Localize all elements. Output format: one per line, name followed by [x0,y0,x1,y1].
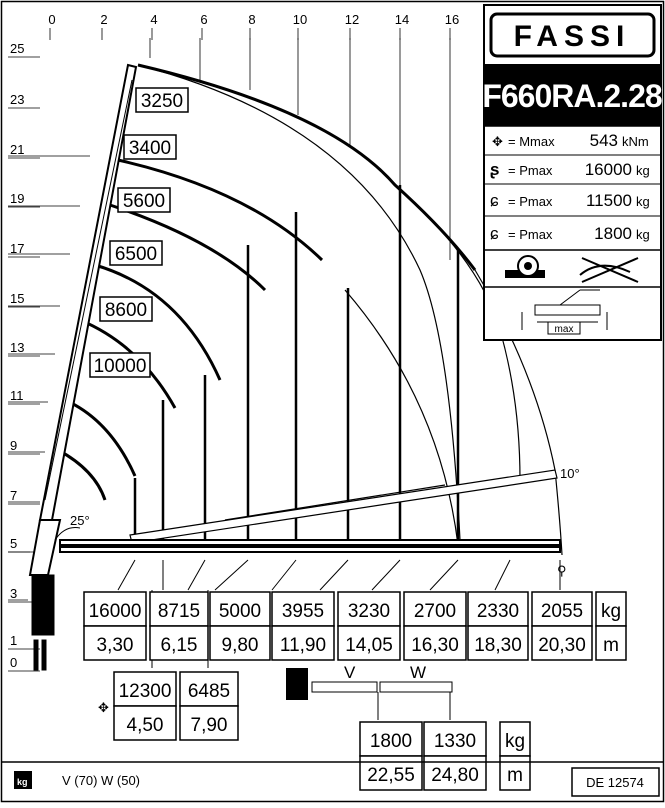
spec-label-3: = Pmax [508,194,553,209]
distance-value: 11,90 [279,635,327,656]
load-value: 2330 [476,601,520,622]
boom-load-4: 6500 [114,244,158,265]
y-tick-label: 15 [10,291,25,306]
x-tick-label: 0 [48,12,56,27]
x-tick-label: 2 [100,12,108,27]
extra-load-table [98,672,238,740]
moment-icon: ✥ [492,134,503,149]
y-tick-label: 3 [10,586,18,601]
extra-load-2: 6485 [187,681,231,702]
document-code: DE 12574 [586,775,644,790]
spec-unit-1: kNm [622,134,649,149]
jib-table [286,663,530,790]
spec-value-4: 1800 [594,224,632,243]
y-tick-label: 0 [10,655,18,670]
arc-lower-1 [65,400,135,476]
y-tick-label: 13 [10,340,25,355]
x-tick-label: 8 [248,12,256,27]
extra-load-1: 12300 [118,681,172,702]
jib-dist-w: 24,80 [431,765,479,786]
load-value: 2700 [413,601,457,622]
spec-value-3: 11500 [585,191,632,210]
x-tick-label: 4 [150,12,158,27]
horizontal-boom [60,540,560,552]
spec-value-2: 16000 [584,160,632,179]
y-tick-label: 21 [10,142,25,157]
boom-load-1: 3250 [140,91,184,112]
x-tick-label: 6 [200,12,208,27]
hook-icon: ʂ [490,160,500,179]
jib-unit-m: m [507,765,523,786]
y-tick-label: 11 [10,388,24,403]
distance-value: 18,30 [474,635,522,656]
jib-dist-v: 22,55 [367,765,415,786]
load-value: 3230 [347,601,391,622]
tip-hook-icon: ⚲ [557,563,567,578]
spec-label-1: = Mmax [508,134,555,149]
hook-w-icon: ɕ [490,224,499,243]
drop-lines [135,185,458,540]
x-tick-label: 14 [394,12,410,27]
arc-lower-2 [58,450,105,500]
spec-unit-2: kg [636,163,650,178]
load-value: 2055 [540,601,584,622]
jib-angle-label: 10° [560,466,580,481]
spec-unit-4: kg [636,227,650,242]
jib-mount-icon [286,668,308,700]
moment-marker-icon: ✥ [98,700,109,715]
jib-label-w: W [410,663,427,682]
load-value: 8715 [157,601,201,622]
arc-outer-1 [138,65,460,540]
jib-extension [130,470,557,543]
distance-value: 14,05 [345,635,393,656]
load-value: 3955 [281,601,325,622]
max-label: max [554,324,574,335]
brand-logo: FASSI [513,20,631,53]
y-axis-ticks [10,41,24,670]
distance-value: 9,80 [221,635,259,656]
unit-kg: kg [600,601,622,622]
boom-load-3: 5600 [122,191,166,212]
x-tick-label: 12 [344,12,360,27]
boom-load-5: 8600 [104,300,148,321]
y-tick-label: 17 [10,241,25,256]
boom-angle-label: 25° [70,513,90,528]
y-tick-label: 19 [10,191,25,206]
load-value: 16000 [88,601,142,622]
distance-value: 16,30 [411,635,459,656]
y-tick-label: 25 [10,41,25,56]
crane-base [32,575,54,670]
boom-load-2: 3400 [128,138,172,159]
spec-panel [482,5,662,340]
spec-label-4: = Pmax [508,227,553,242]
y-tick-label: 1 [10,633,18,648]
boom-load-6: 10000 [93,356,147,377]
jib-load-w: 1330 [433,731,477,752]
y-tick-label: 7 [10,488,18,503]
model-name: F660RA.2.28 [482,78,662,114]
jib-label-v: V [344,663,356,682]
spec-unit-3: kg [636,194,650,209]
unit-m: m [603,635,619,656]
jib-unit-kg: kg [504,731,526,752]
weight-icon-text: kg [17,777,28,787]
load-table [84,592,626,660]
spec-value-1: 543 [589,131,618,150]
x-axis-ticks [48,12,459,27]
y-tick-label: 5 [10,536,18,551]
y-tick-label: 23 [10,92,25,107]
distance-value: 6,15 [160,635,198,656]
x-tick-label: 16 [444,12,460,27]
x-tick-label: 10 [292,12,308,27]
extra-dist-2: 7,90 [190,715,228,736]
distance-value: 3,30 [96,635,134,656]
jib-load-v: 1800 [369,731,413,752]
hook-v-icon: ɕ [490,191,499,210]
extra-dist-1: 4,50 [126,715,164,736]
load-value: 5000 [218,601,262,622]
spec-label-2: = Pmax [508,163,553,178]
footer-weights: V (70) W (50) [62,773,141,788]
distance-value: 20,30 [538,635,586,656]
y-tick-label: 9 [10,438,18,453]
